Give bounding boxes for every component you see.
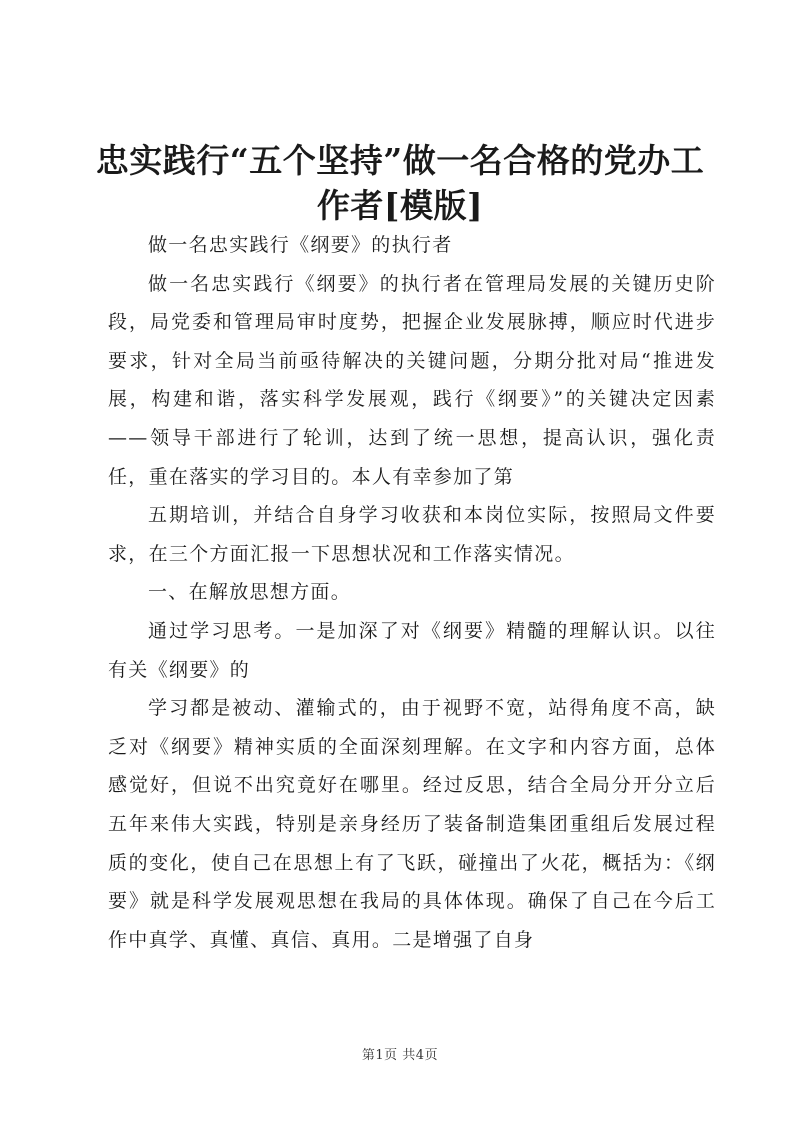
section-heading: 一、在解放思想方面。	[148, 581, 352, 604]
paragraph: 学习都是被动、灌输式的，由于视野不宽，站得角度不高，缺乏对《纲要》精神实质的全面深刻理解。在文字和内容方面，总体感觉好，但说不出究竟好在哪里。经过反思，结合全局分开分立后五年来伟大实践，特别是亲身经历了装备制造集团重组后发展过程质的变化，使自己在思想上有了飞跃，碰撞出了火花，概括为：《纲要》就是科学发展观思想在我局的具体体现。确保了自己在今后工作中真学、真懂、真信、真用。二是增强了自身	[108, 697, 716, 951]
document-body	[108, 226, 716, 959]
paragraph: 五期培训，并结合自身学习收获和本岗位实际，按照局文件要求，在三个方面汇报一下思想状况和工作落实情况。	[108, 504, 716, 565]
paragraph-heading: 做一名忠实践行《纲要》的执行者	[148, 234, 453, 256]
paragraph: 做一名忠实践行《纲要》的执行者在管理局发展的关键历史阶段，局党委和管理局审时度势，把握企业发展脉搏，顺应时代进步要求，针对全局当前亟待解决的关键问题，分期分批对局“推进发展，构建和谐，落实科学发展观，践行《纲要》”的关键决定因素——领导干部进行了轮训，达到了统一思想，提高认识，强化责任，重在落实的学习目的。本人有幸参加了第	[108, 272, 716, 488]
page-number-footer: 第1页 共4页	[361, 1048, 439, 1063]
paragraph: 通过学习思考。一是加深了对《纲要》精髓的理解认识。以往有关《纲要》的	[108, 619, 716, 681]
document-title: 忠实践行“五个坚持”做一名合格的党办工作者[模版]	[95, 141, 705, 225]
